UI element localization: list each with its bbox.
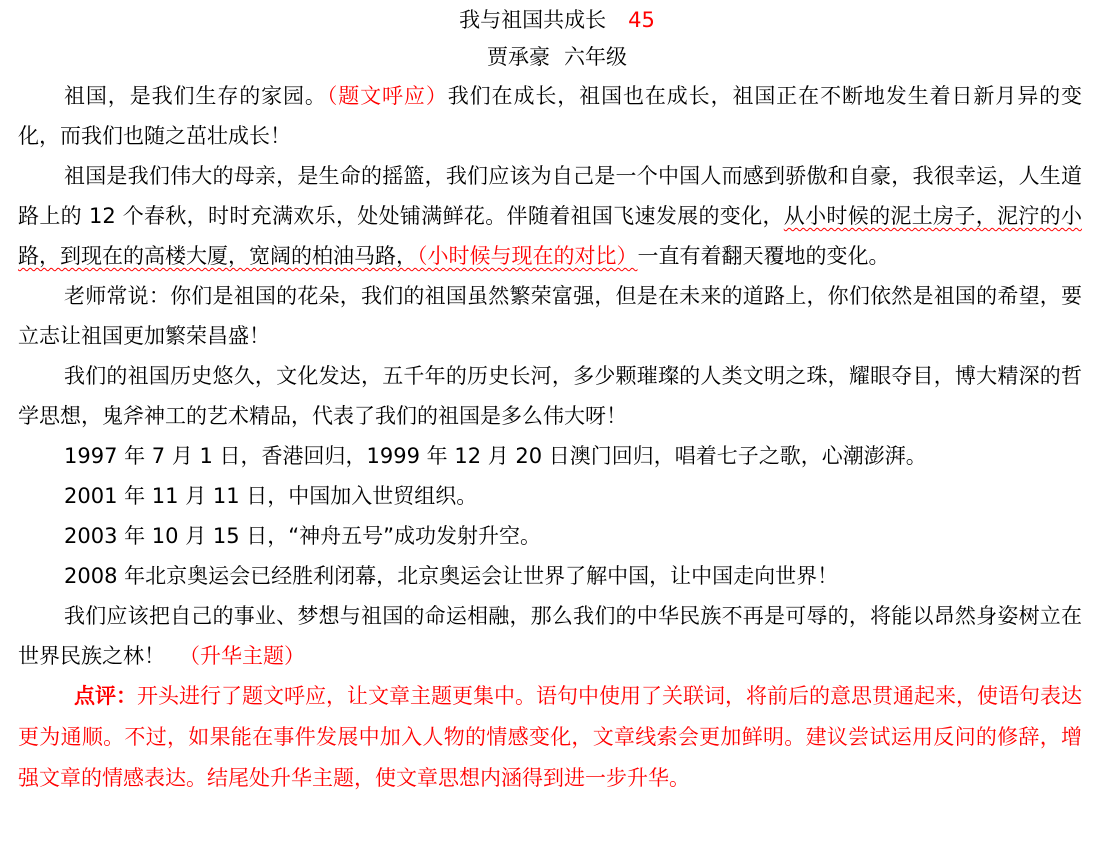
paragraph-9-text: 我们应该把自己的事业、梦想与祖国的命运相融，那么我们的中华民族不再是可辱的，将能以昂然身姿树立在世界民族之林！ bbox=[18, 604, 1082, 668]
paragraph-1-text-b: 我们在成长，祖国也在成长，祖国正在不断地发生着日新月异的变化，而我们也随之茁壮成长！ bbox=[18, 84, 1083, 148]
paragraph-4: 我们的祖国历史悠久，文化发达，五千年的历史长河，多少颗璀璨的人类文明之珠，耀眼夺目，博大精深的哲学思想，鬼斧神工的艺术精品，代表了我们的祖国是多么伟大呀！ bbox=[18, 364, 1082, 428]
paragraph-2-text-b: 一直有着翻天覆地的变化。 bbox=[637, 244, 890, 268]
author-line bbox=[32, 38, 1082, 76]
comment-text: 开头进行了题文呼应，让文章主题更集中。语句中使用了关联词，将前后的意思贯通起来，使语句表达更为通顺。不过，如果能在事件发展中加入人物的情感变化，文章线索会更加鲜明。建议尝试运用反问的修辞，增强文章的情感表达。结尾处升华主题，使文章思想内涵得到进一步升华。 bbox=[18, 684, 1082, 790]
annotation-title-echo: （题文呼应） bbox=[326, 84, 448, 108]
paragraph-1 bbox=[18, 76, 1082, 156]
annotation-contrast: （小时候与现在的对比） bbox=[417, 244, 638, 268]
paragraph-6: 2001 年 11 月 11 日，中国加入世贸组织。 bbox=[64, 484, 478, 508]
essay-score: 45 bbox=[628, 8, 655, 32]
teacher-comment bbox=[18, 676, 1082, 799]
author-name: 贾承豪 bbox=[487, 45, 550, 69]
paragraph-2-text-a: 祖国是我们伟大的母亲，是生命的摇篮，我们应该为自己是一个中国人而感到骄傲和自豪，我很幸运，人生道路上的 12 个春秋，时时充满欢乐，处处铺满鲜花。伴随着祖国飞速发展的变化， bbox=[18, 164, 1082, 228]
annotation-theme-elevation: （升华主题） bbox=[179, 644, 305, 668]
essay-title-line bbox=[32, 2, 1082, 38]
paragraph-8: 2008 年北京奥运会已经胜利闭幕，北京奥运会让世界了解中国，让中国走向世界！ bbox=[64, 564, 839, 588]
essay-title: 我与祖国共成长 bbox=[459, 8, 607, 32]
paragraph-7: 2003 年 10 月 15 日，“神舟五号”成功发射升空。 bbox=[64, 524, 542, 548]
paragraph-3: 老师常说：你们是祖国的花朵，我们的祖国虽然繁荣富强，但是在未来的道路上，你们依然是祖国的希望，要立志让祖国更加繁荣昌盛！ bbox=[18, 284, 1082, 348]
paragraph-1-text-a: 祖国，是我们生存的家园。 bbox=[64, 84, 327, 108]
comment-label: 点评： bbox=[74, 684, 137, 708]
paragraph-2 bbox=[18, 156, 1082, 276]
paragraph-5: 1997 年 7 月 1 日，香港回归，1999 年 12 月 20 日澳门回归，唱着七子之歌，心潮澎湃。 bbox=[64, 444, 927, 468]
paragraph-9 bbox=[18, 596, 1082, 676]
underlined-contrast-phrase: 从小时候的泥土房子，泥泞的小路，到现在的高楼大厦，宽阔的柏油马路， bbox=[18, 204, 1083, 268]
author-grade: 六年级 bbox=[564, 45, 627, 69]
